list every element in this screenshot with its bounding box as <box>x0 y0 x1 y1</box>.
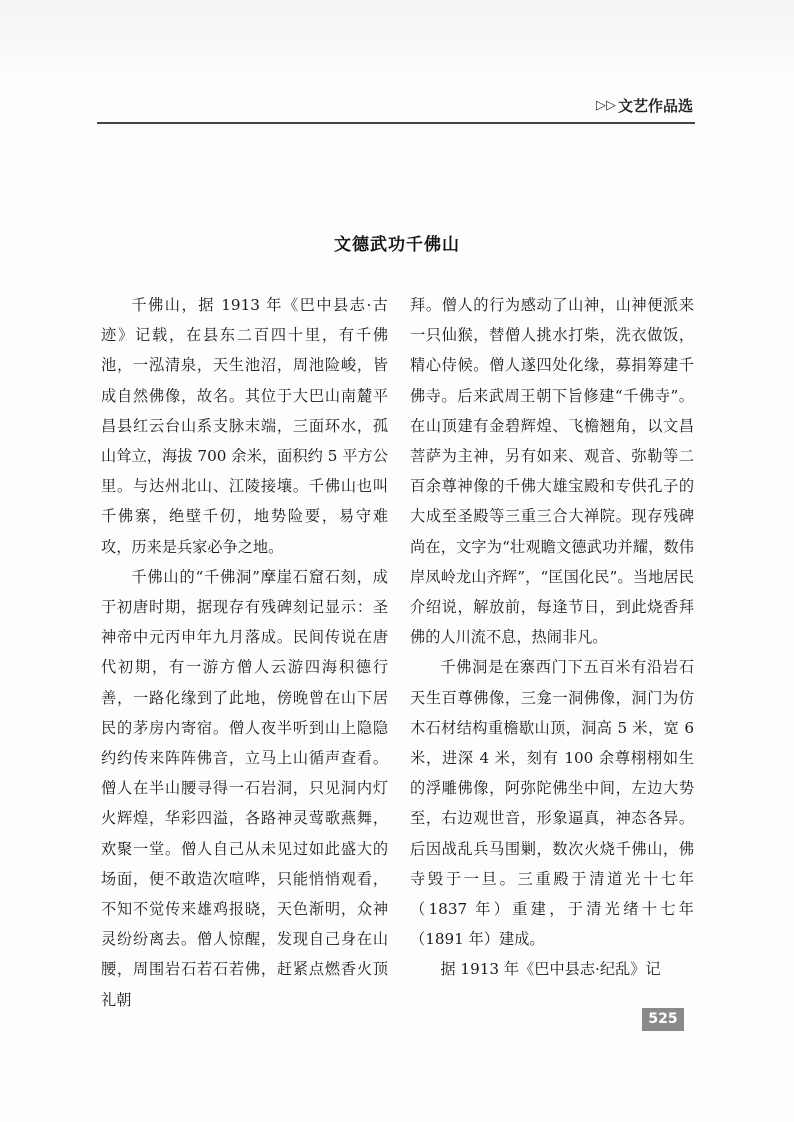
paragraph: 千佛山，据 1913 年《巴中县志·古迹》记载，在县东二百四十里，有千佛池，一泓清泉，天生池沼，周池险峻，皆成自然佛像，故名。其位于大巴山南麓平昌县红云台山系支脉末端，三面环水，孤山耸立，海拔 700 余米，面积约 5 平方公里。与达州北山、江陵接壤。千佛山也叫千佛寨，绝壁千仞，地势险要，易守难攻，历来是兵家必争之地。 <box>101 296 388 556</box>
right-column <box>410 290 694 985</box>
article-title: 文德武功千佛山 <box>334 235 460 255</box>
section-label-text: 文艺作品选 <box>617 97 693 115</box>
double-triangle-icon: ▷▷ <box>595 98 616 113</box>
left-column <box>101 290 388 1015</box>
paragraph: 据 1913 年《巴中县志·纪乱》记 <box>440 960 661 979</box>
paragraph: 千佛山的“千佛洞”摩崖石窟石刻，成于初唐时期，据现存有残碑刻记显示：圣神帝中元丙申年九月落成。民间传说在唐代初期，有一游方僧人云游四海积德行善，一路化缘到了此地，傍晚曾在山下居民的茅房内寄宿。僧人夜半听到山上隐隐约约传来阵阵佛音，立马上山循声查看。僧人在半山腰寻得一石岩洞，只见洞内灯火辉煌，华彩四溢，各路神灵莺歌燕舞，欢聚一堂。僧人自己从未见过如此盛大的场面，便不敢造次喧哗，只能悄悄观看，不知不觉传来雄鸡报晓，天色渐明，众神灵纷纷离去。僧人惊醒，发现自己身在山腰，周围岩石若石若佛，赶紧点燃香火顶礼朝 <box>101 567 388 1009</box>
page-top-shading <box>0 0 794 80</box>
paragraph: 千佛洞是在寨西门下五百米有沿岩石天生百尊佛像，三龛一洞佛像，洞门为仿木石材结构重檐歇山顶，洞高 5 米，宽 6 米，进深 4 米，刻有 100 余尊栩栩如生的浮雕佛像，阿弥陀佛坐中间，左边大势至，右边观世音，形象逼真，神态各异。后因战乱兵马围剿，数次火烧千佛山，佛寺毁于一旦。三重殿于清道光十七年（1837 年）重建，于清光绪十七年（1891 年）建成。 <box>410 658 694 949</box>
section-label <box>596 95 693 116</box>
paragraph: 拜。僧人的行为感动了山神，山神便派来一只仙猴，替僧人挑水打柴，洗衣做饭，精心侍候。僧人遂四处化缘，募捐筹建千佛寺。后来武周王朝下旨修建“千佛寺”。在山顶建有金碧辉煌、飞檐翘角，以文昌菩萨为主神，另有如来、观音、弥勒等二百余尊神像的千佛大雄宝殿和专供孔子的大成至圣殿等三重三合大禅院。现存残碑尚在，文字为“壮观瞻文德武功并耀，数伟岸凤岭龙山齐辉”，“匡国化民”。当地居民介绍说，解放前，每逢节日，到此烧香拜佛的人川流不息，热闹非凡。 <box>410 296 694 647</box>
page-number: 525 <box>642 1008 684 1031</box>
running-header <box>97 92 695 124</box>
